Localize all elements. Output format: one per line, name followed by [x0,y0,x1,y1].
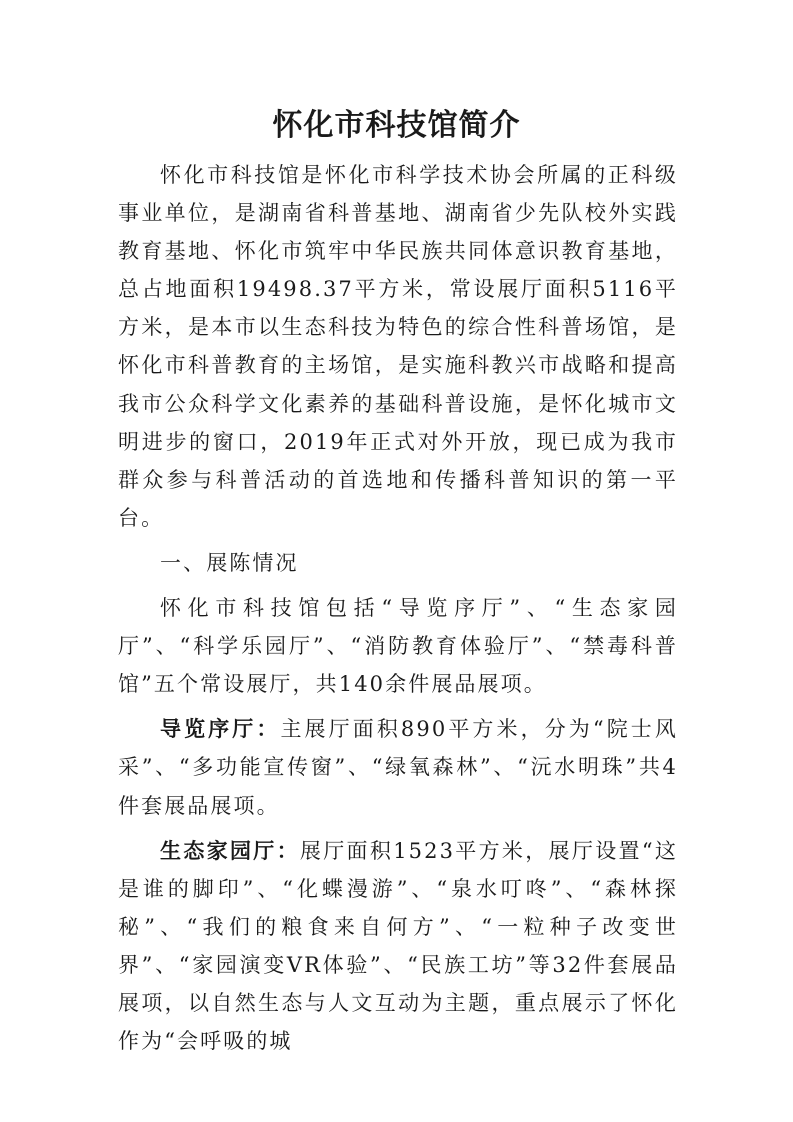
hall-text-ecology: 展厅面积1523平方米，展厅设置“这是谁的脚印”、“化蝶漫游”、“泉水叮咚”、“森林探秘”、“我们的粮食来自何方”、“一粒种子改变世界”、“家园演变VR体验”、“民族工坊”等32件套展品展项，以自然生态与人文互动为主题，重点展示了怀化作为“会呼吸的城 [118,838,678,1054]
section-heading-exhibits: 一、展陈情况 [160,550,299,575]
hall-label-guide: 导览序厅： [160,717,281,742]
hall-paragraph-ecology [118,832,678,1061]
intro-paragraph: 怀化市科技馆是怀化市科学技术协会所属的正科级事业单位，是湖南省科普基地、湖南省少先队校外实践教育基地、怀化市筑牢中华民族共同体意识教育基地，总占地面积19498.37平方米，常设展厅面积5116平方米，是本市以生态科技为特色的综合性科普场馆，是怀化市科普教育的主场馆，是实施科教兴市战略和提高我市公众科学文化素养的基础科普设施，是怀化城市文明进步的窗口，2019年正式对外开放，现已成为我市群众参与科普活动的首选地和传播科普知识的第一平台。 [118,163,678,530]
hall-text-guide: 主展厅面积890平方米，分为“院士风采”、“多功能宣传窗”、“绿氧森林”、“沅水明珠”共4件套展品展项。 [118,717,678,818]
hall-paragraph-guide [118,710,678,824]
document-body [118,156,678,1060]
hall-label-ecology: 生态家园厅： [160,838,300,863]
page-title: 怀化市科技馆简介 [272,108,521,143]
exhibits-overview-paragraph: 怀化市科技馆包括“导览序厅”、“生态家园厅”、“科学乐园厅”、“消防教育体验厅”、“禁毒科普馆”五个常设展厅，共140余件展品展项。 [118,596,678,697]
